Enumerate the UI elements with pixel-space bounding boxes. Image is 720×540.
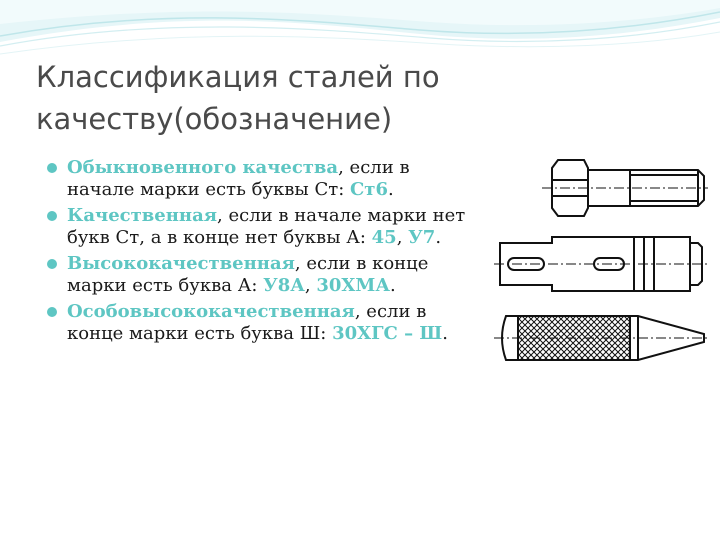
bolt-drawing-icon bbox=[538, 152, 710, 224]
bullet-marker bbox=[47, 163, 57, 173]
bullet-text: . bbox=[388, 179, 394, 200]
steel-grade: Ст6 bbox=[349, 179, 388, 200]
knurled-pin-drawing-icon bbox=[492, 310, 712, 366]
list-item bbox=[46, 205, 474, 249]
bullet-text: , bbox=[304, 275, 317, 296]
steel-grade: У8А bbox=[263, 275, 305, 296]
bullet-text: . bbox=[442, 323, 448, 344]
classification-list bbox=[46, 157, 474, 349]
steel-grade: 45 bbox=[371, 227, 397, 248]
list-item bbox=[46, 301, 474, 345]
list-item bbox=[46, 253, 474, 297]
list-item bbox=[46, 157, 474, 201]
bullet-marker bbox=[47, 259, 57, 269]
quality-term: Качественная bbox=[67, 205, 218, 226]
bullet-marker bbox=[47, 211, 57, 221]
quality-term: Обыкновенного качества bbox=[67, 157, 339, 178]
steel-grade: 30ХМА bbox=[316, 275, 390, 296]
bullet-text: , если в конце марки есть буква Ш: bbox=[67, 301, 427, 344]
quality-term: Особовысококачественная bbox=[67, 301, 355, 322]
steel-grade: 30ХГС – Ш bbox=[332, 323, 443, 344]
bullet-text: , bbox=[396, 227, 409, 248]
bullet-text: , если в конце марки есть буква А: bbox=[67, 253, 429, 296]
bullet-text: . bbox=[389, 275, 396, 296]
slide-title: Классификация сталей по качеству(обозначение) bbox=[36, 60, 440, 136]
bullet-text: , если в начале марки есть буквы Ст: bbox=[67, 157, 410, 200]
shaft-drawing-icon bbox=[494, 229, 708, 299]
bullet-text: , если в начале марки нет букв Ст, а в конце нет буквы А: bbox=[67, 205, 466, 248]
quality-term: Высококачественная bbox=[67, 253, 295, 274]
bullet-text: . bbox=[435, 227, 442, 248]
steel-grade: У7 bbox=[408, 227, 436, 248]
bullet-marker bbox=[47, 307, 57, 317]
